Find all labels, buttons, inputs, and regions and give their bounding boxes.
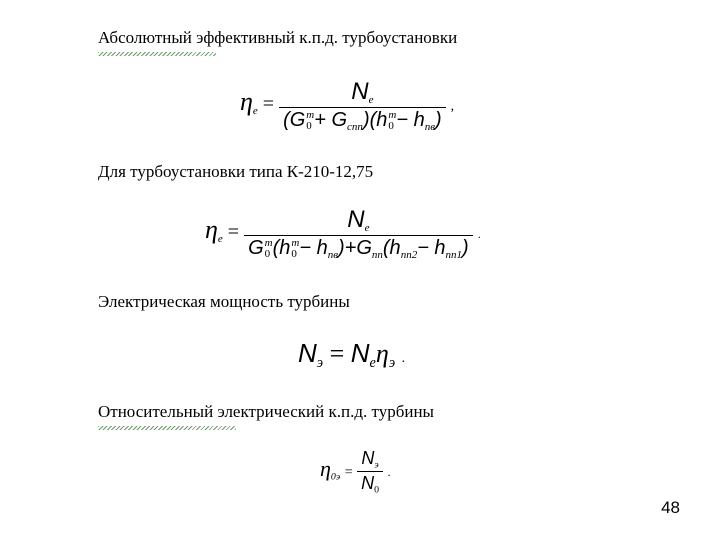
heading-electric-power: Электрическая мощность турбины	[98, 292, 350, 311]
formula-absolute-efficiency	[240, 78, 454, 133]
denominator-n: N	[361, 473, 375, 494]
formula-electric-power	[298, 338, 405, 372]
effective-power-n: N	[350, 338, 370, 368]
fraction	[357, 448, 383, 496]
numerator-n: N	[347, 206, 365, 233]
formula-k210-efficiency	[205, 206, 481, 261]
equals-sign: =	[344, 465, 353, 481]
numerator-n: N	[361, 448, 375, 468]
power-n: N	[298, 338, 317, 368]
heading-relative-efficiency: Относительный электрический к.п.д. турбины	[98, 402, 434, 421]
fraction	[244, 206, 473, 261]
eta-symbol: η	[375, 339, 389, 368]
numerator-subscript: e	[364, 221, 370, 234]
equals-sign: =	[262, 93, 275, 116]
power-subscript: э	[316, 355, 324, 371]
heading-absolute-efficiency: Абсолютный эффективный к.п.д. турбоустановки	[98, 28, 458, 47]
heading-k210: Для турбоустановки типа К-210-12,75	[98, 162, 374, 181]
eta-subscript: e	[217, 232, 223, 245]
formula-period: .	[387, 465, 391, 480]
equals-sign: =	[329, 339, 345, 368]
spellcheck-underline	[98, 426, 236, 430]
equals-sign: =	[227, 221, 240, 244]
denominator: G m 0 (h m 0 − $h_{пв})+G_{пп}(h_{пп2}- h_{пп1})$	[248, 237, 469, 261]
denominator-subscript: 0	[374, 484, 380, 496]
effective-power-subscript: e	[369, 355, 376, 371]
numerator-subscript: э	[374, 459, 379, 471]
numerator-n: N	[351, 78, 369, 105]
fraction	[279, 78, 446, 133]
eta-symbol: η	[205, 215, 218, 245]
formula-period: .	[477, 227, 481, 242]
page-number: 48	[661, 498, 680, 517]
formula-period: .	[401, 351, 406, 366]
eta-subscript: e	[252, 104, 258, 117]
eta-subscript: э	[388, 355, 396, 371]
eta-subscript: 0э	[330, 471, 341, 483]
eta-symbol: η	[320, 456, 331, 482]
spellcheck-underline	[98, 52, 216, 56]
formula-comma: ,	[450, 99, 455, 115]
denominator: (G m 0 + $G_{спп})(h$ m 0 − $h_{пв}$)	[283, 109, 442, 133]
formula-relative-efficiency	[320, 448, 391, 496]
numerator-subscript: e	[368, 93, 374, 106]
eta-symbol: η	[240, 87, 253, 117]
